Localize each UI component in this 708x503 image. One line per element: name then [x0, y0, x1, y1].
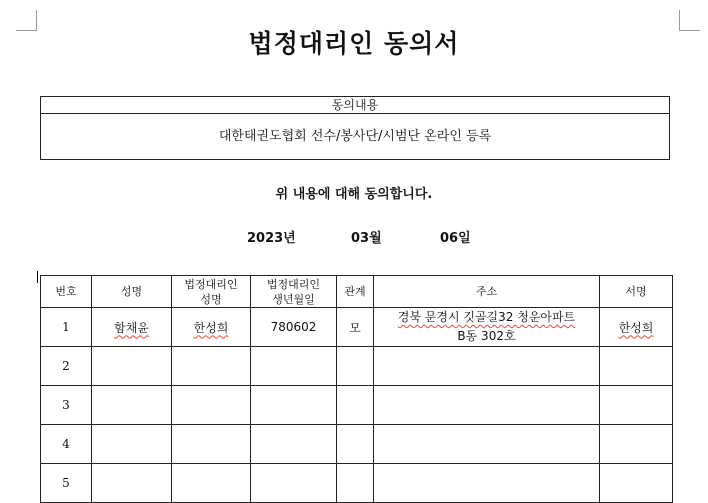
cell-guardian-birth[interactable]: [251, 386, 337, 425]
header-number: 번호: [41, 276, 92, 308]
header-address: 주소: [374, 276, 600, 308]
cell-guardian-name[interactable]: [172, 308, 251, 347]
header-relation: 관계: [337, 276, 374, 308]
date-month: 03월: [351, 231, 382, 246]
cell-address[interactable]: [374, 308, 600, 347]
address-line-1: [374, 308, 599, 327]
cell-signature[interactable]: [600, 386, 673, 425]
consent-box: [40, 96, 670, 160]
cell-number[interactable]: 5: [41, 464, 92, 503]
cell-number[interactable]: 2: [41, 347, 92, 386]
cell-guardian-name[interactable]: [172, 386, 251, 425]
cell-relation[interactable]: [337, 464, 374, 503]
cell-guardian-name[interactable]: [172, 425, 251, 464]
agree-statement: 위 내용에 대해 동의합니다.: [275, 187, 433, 202]
cell-relation[interactable]: [337, 386, 374, 425]
cell-guardian-birth[interactable]: [251, 464, 337, 503]
cell-name[interactable]: [92, 386, 172, 425]
name-text: 함채윤: [114, 320, 149, 335]
cell-address[interactable]: [374, 464, 600, 503]
text-cursor[interactable]: [37, 271, 38, 283]
signature-text: 한성희: [618, 320, 654, 335]
address-line-2: B동 302호: [457, 329, 516, 343]
document-title: 법정대리인 동의서: [248, 29, 460, 58]
table-row: [41, 308, 673, 347]
cell-number[interactable]: 4: [41, 425, 92, 464]
table-row: [41, 425, 673, 464]
guardian-table: [40, 275, 673, 503]
cell-address[interactable]: [374, 425, 600, 464]
header-name: 성명: [92, 276, 172, 308]
cell-number[interactable]: 1: [41, 308, 92, 347]
cell-guardian-birth[interactable]: [251, 425, 337, 464]
header-guardian-birth: 법정대리인 생년월일: [251, 276, 337, 308]
cell-number[interactable]: 3: [41, 386, 92, 425]
cell-signature[interactable]: [600, 464, 673, 503]
cell-guardian-name[interactable]: [172, 464, 251, 503]
cell-address[interactable]: [374, 386, 600, 425]
header-signature: 서명: [600, 276, 673, 308]
address-line-1-text: 경북 문경시 깃골길32 청운아파트: [397, 310, 576, 324]
table-header-row: [41, 276, 673, 308]
cell-guardian-name[interactable]: [172, 347, 251, 386]
cell-name[interactable]: [92, 347, 172, 386]
table-row: [41, 386, 673, 425]
cell-signature[interactable]: [600, 308, 673, 347]
guardian-name-text: 한성희: [193, 320, 229, 335]
cell-name[interactable]: [92, 425, 172, 464]
cell-signature[interactable]: [600, 425, 673, 464]
cell-guardian-birth[interactable]: 780602: [251, 308, 337, 347]
date-year: 2023년: [247, 231, 296, 246]
header-guardian-name: 법정대리인 성명: [172, 276, 251, 308]
table-row: [41, 347, 673, 386]
cell-name[interactable]: [92, 464, 172, 503]
cell-relation[interactable]: [337, 425, 374, 464]
cell-address[interactable]: [374, 347, 600, 386]
consent-header: 동의내용: [41, 97, 669, 114]
table-row: [41, 464, 673, 503]
cell-signature[interactable]: [600, 347, 673, 386]
consent-body: 대한태권도협회 선수/봉사단/시범단 온라인 등록: [218, 129, 492, 144]
cell-relation[interactable]: [337, 347, 374, 386]
cell-relation[interactable]: 모: [337, 308, 374, 347]
cell-name[interactable]: [92, 308, 172, 347]
date-day: 06일: [440, 231, 471, 246]
cell-guardian-birth[interactable]: [251, 347, 337, 386]
